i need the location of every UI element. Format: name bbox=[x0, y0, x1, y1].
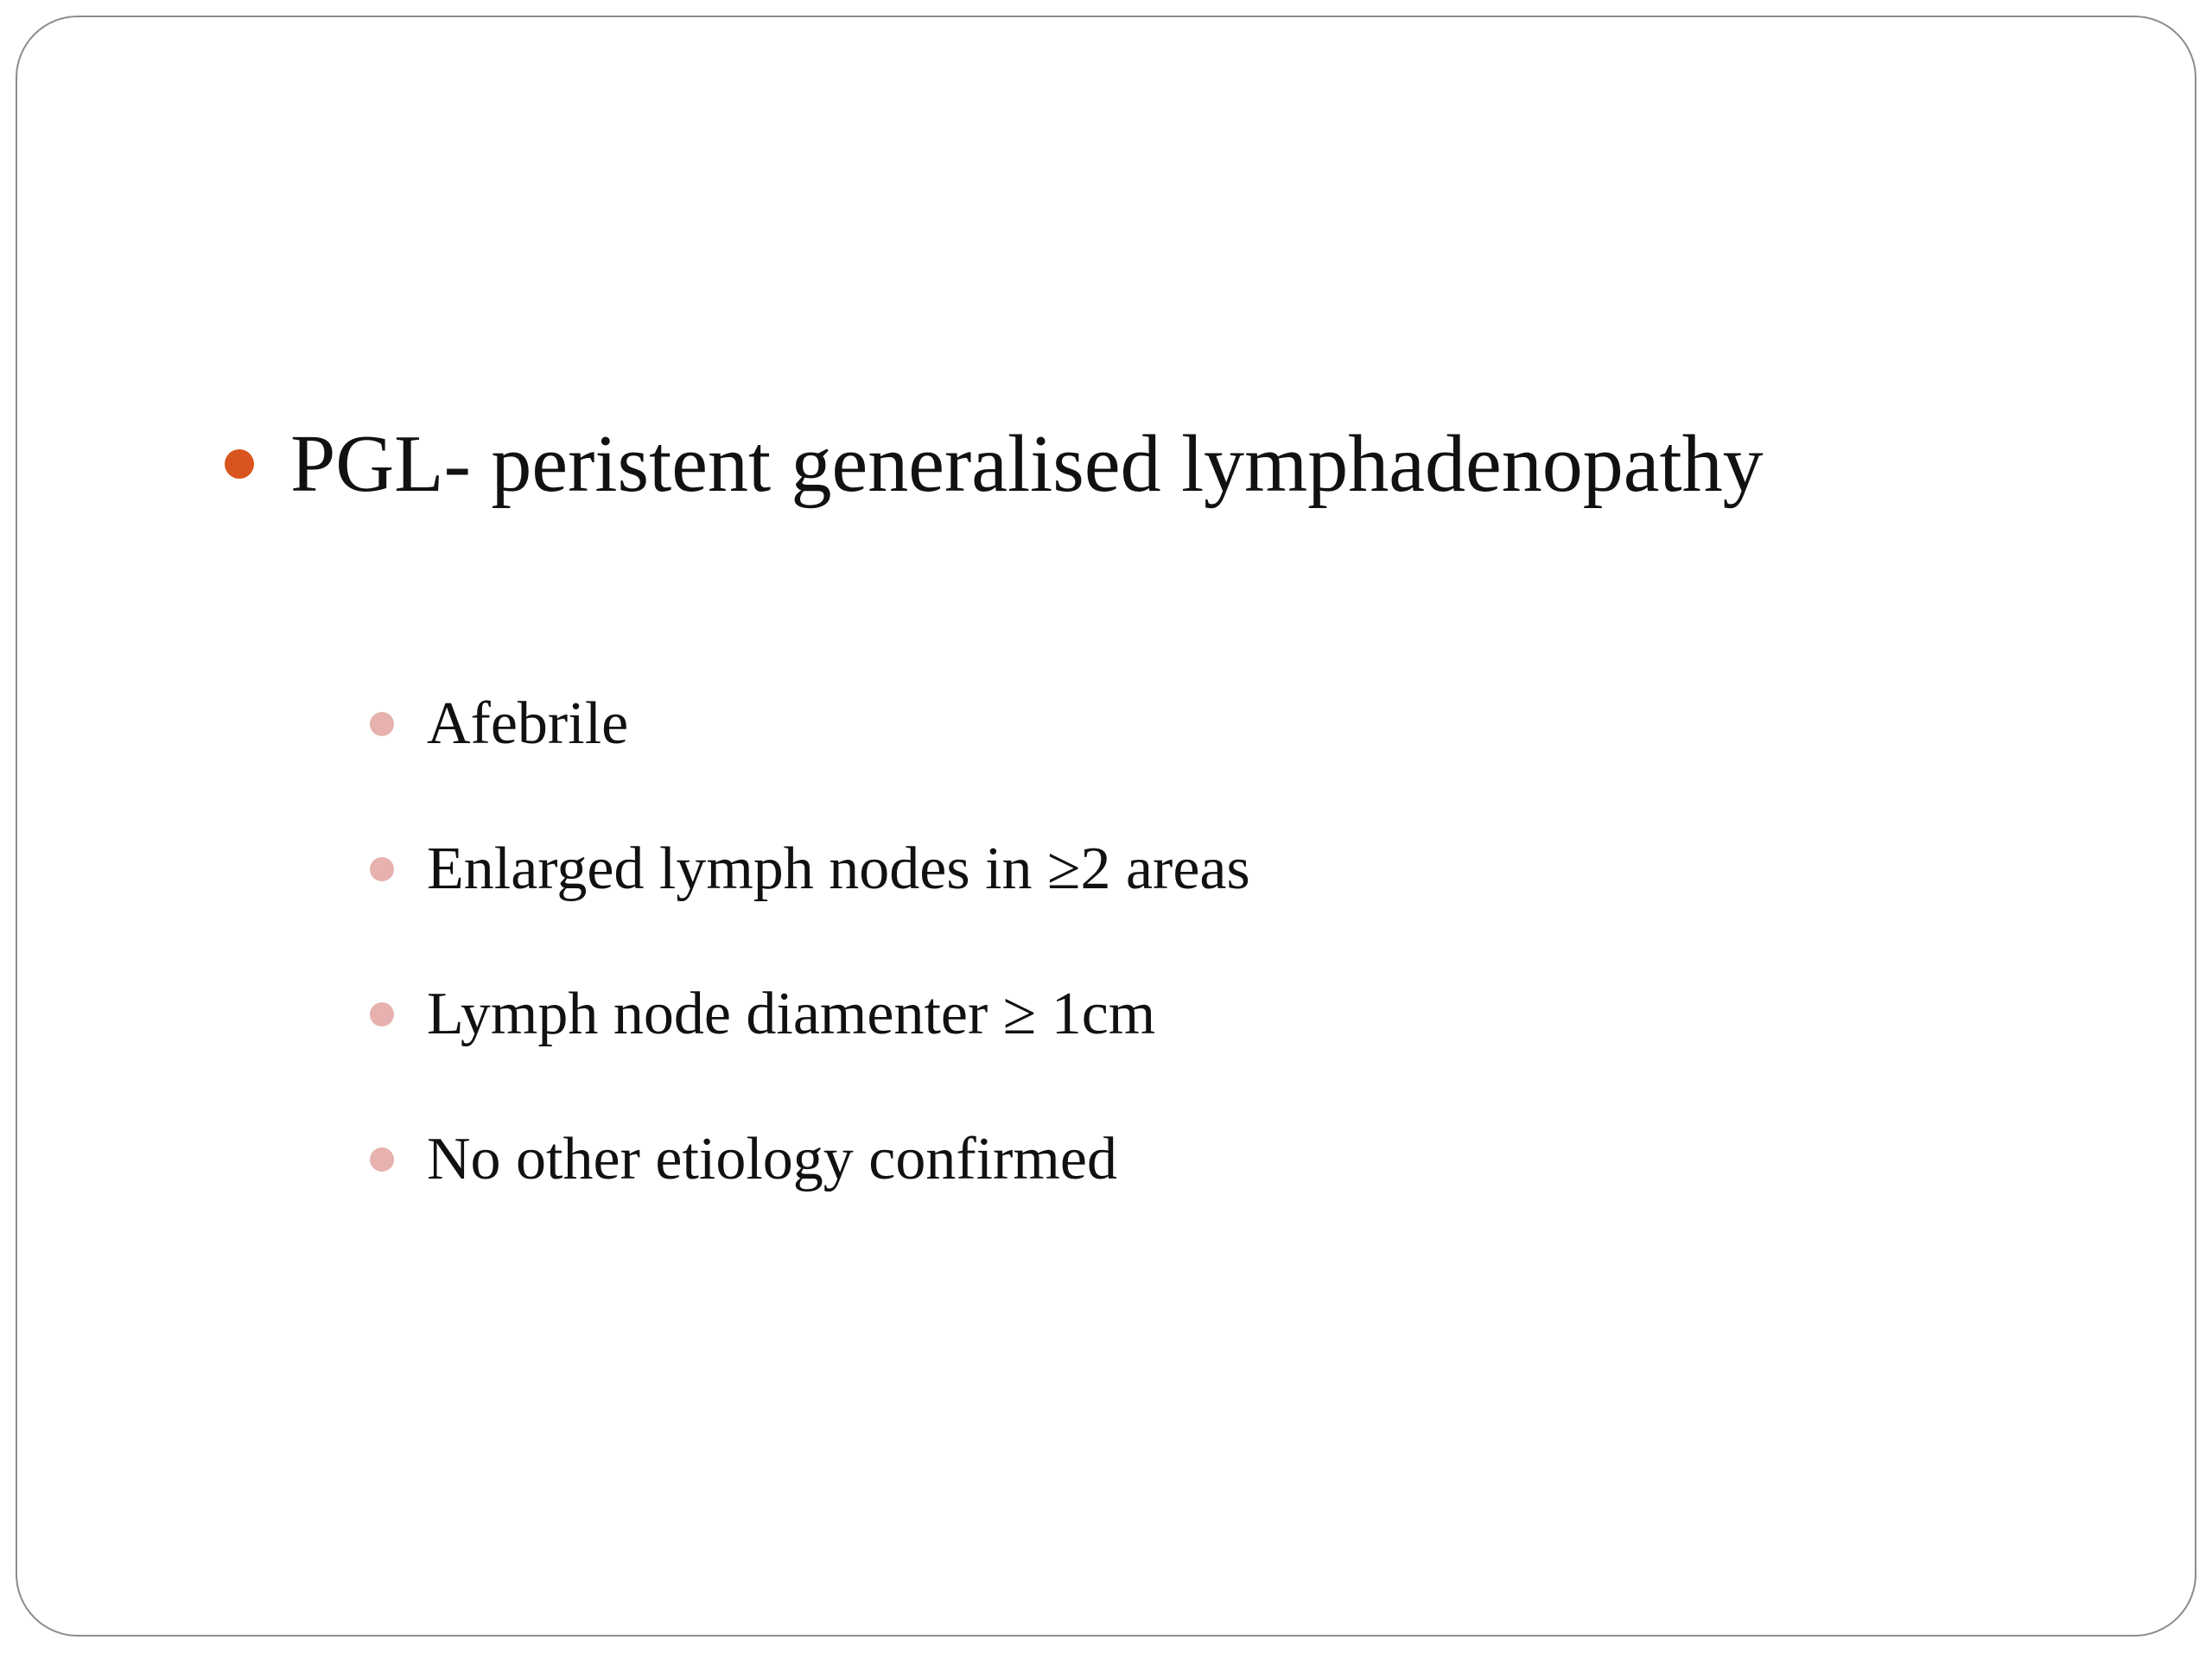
sub-bullet-item bbox=[370, 821, 1250, 918]
sub-bullet-dot-icon bbox=[370, 1147, 394, 1172]
sub-bullet-text: Afebrile bbox=[427, 690, 629, 757]
sub-bullet-item bbox=[370, 1111, 1250, 1208]
sub-bullet-dot-icon bbox=[370, 1002, 394, 1027]
main-bullet-text: PGL- peristent generalised lymphadenopathy bbox=[290, 419, 1764, 509]
sub-bullet-text: Enlarged lymph nodes in ≥2 areas bbox=[427, 836, 1250, 902]
sub-bullet-item bbox=[370, 966, 1250, 1063]
slide-frame bbox=[16, 16, 2196, 1637]
main-bullet-item bbox=[225, 408, 1764, 520]
sub-bullet-dot-icon bbox=[370, 712, 394, 736]
main-bullet-dot-icon bbox=[225, 449, 254, 479]
sub-bullet-text: No other etiology confirmed bbox=[427, 1126, 1117, 1192]
sub-bullet-text: Lymph node diamenter ≥ 1cm bbox=[427, 981, 1156, 1047]
sub-bullet-dot-icon bbox=[370, 857, 394, 881]
sub-bullet-list bbox=[370, 676, 1250, 1256]
sub-bullet-item bbox=[370, 676, 1250, 772]
